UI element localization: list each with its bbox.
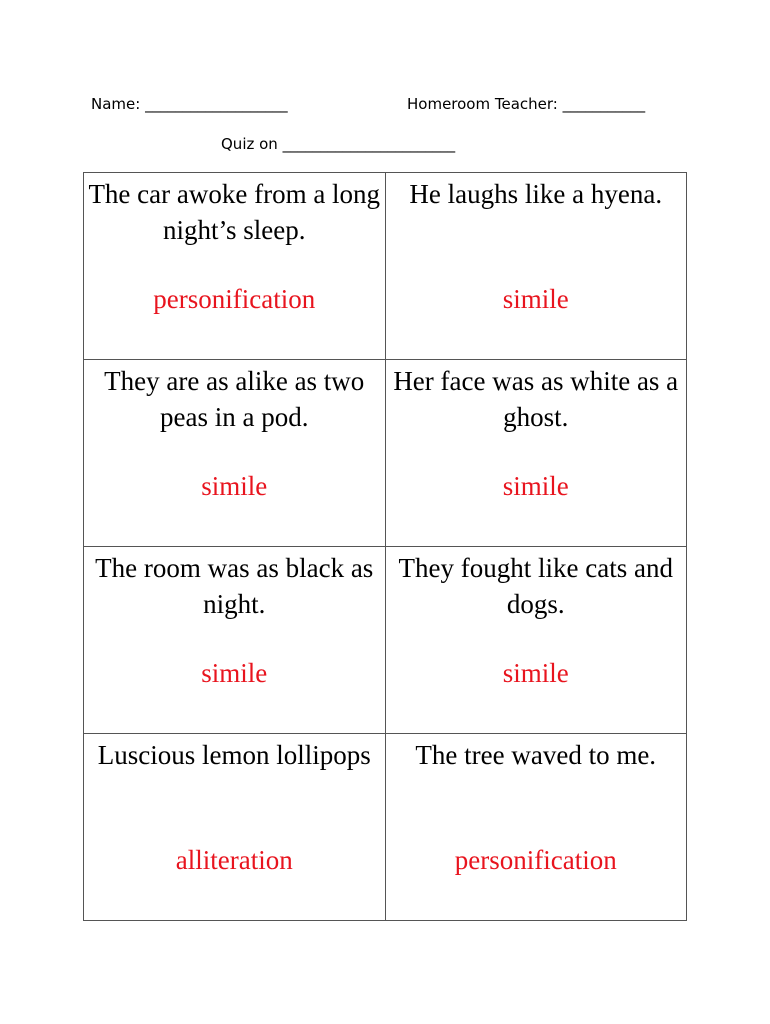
name-field-line: Name: ___________________	[91, 95, 288, 113]
quiz-card	[84, 734, 386, 921]
card-row	[84, 734, 687, 921]
quiz-card	[385, 173, 687, 360]
quiz-card	[385, 547, 687, 734]
card-answer: alliteration	[175, 845, 293, 875]
card-question: The tree waved to me.	[415, 740, 657, 770]
card-answer: personification	[454, 845, 617, 875]
card-answer: personification	[153, 284, 316, 314]
homeroom-teacher-field-line: Homeroom Teacher: ___________	[407, 95, 646, 113]
quiz-card	[84, 360, 386, 547]
quiz-card	[385, 734, 687, 921]
card-answer: simile	[201, 471, 268, 501]
card-answer: simile	[502, 471, 569, 501]
card-question: Luscious lemon lollipops	[97, 740, 371, 770]
card-row	[84, 360, 687, 547]
card-row	[84, 547, 687, 734]
card-question: The car awoke from a long night’s sleep.	[88, 179, 381, 245]
card-answer: simile	[502, 658, 569, 688]
quiz-card	[84, 547, 386, 734]
quiz-topic-line: Quiz on _______________________	[221, 135, 456, 153]
card-answer: simile	[201, 658, 268, 688]
card-row	[84, 173, 687, 360]
quiz-card-grid	[83, 172, 687, 921]
card-question: They are as alike as two peas in a pod.	[104, 366, 365, 432]
card-answer: simile	[502, 284, 569, 314]
card-question: The room was as black as night.	[95, 553, 374, 619]
card-question: They fought like cats and dogs.	[398, 553, 673, 619]
quiz-card	[385, 360, 687, 547]
card-question: Her face was as white as a ghost.	[393, 366, 679, 432]
quiz-card	[84, 173, 386, 360]
card-question: He laughs like a hyena.	[409, 179, 663, 209]
